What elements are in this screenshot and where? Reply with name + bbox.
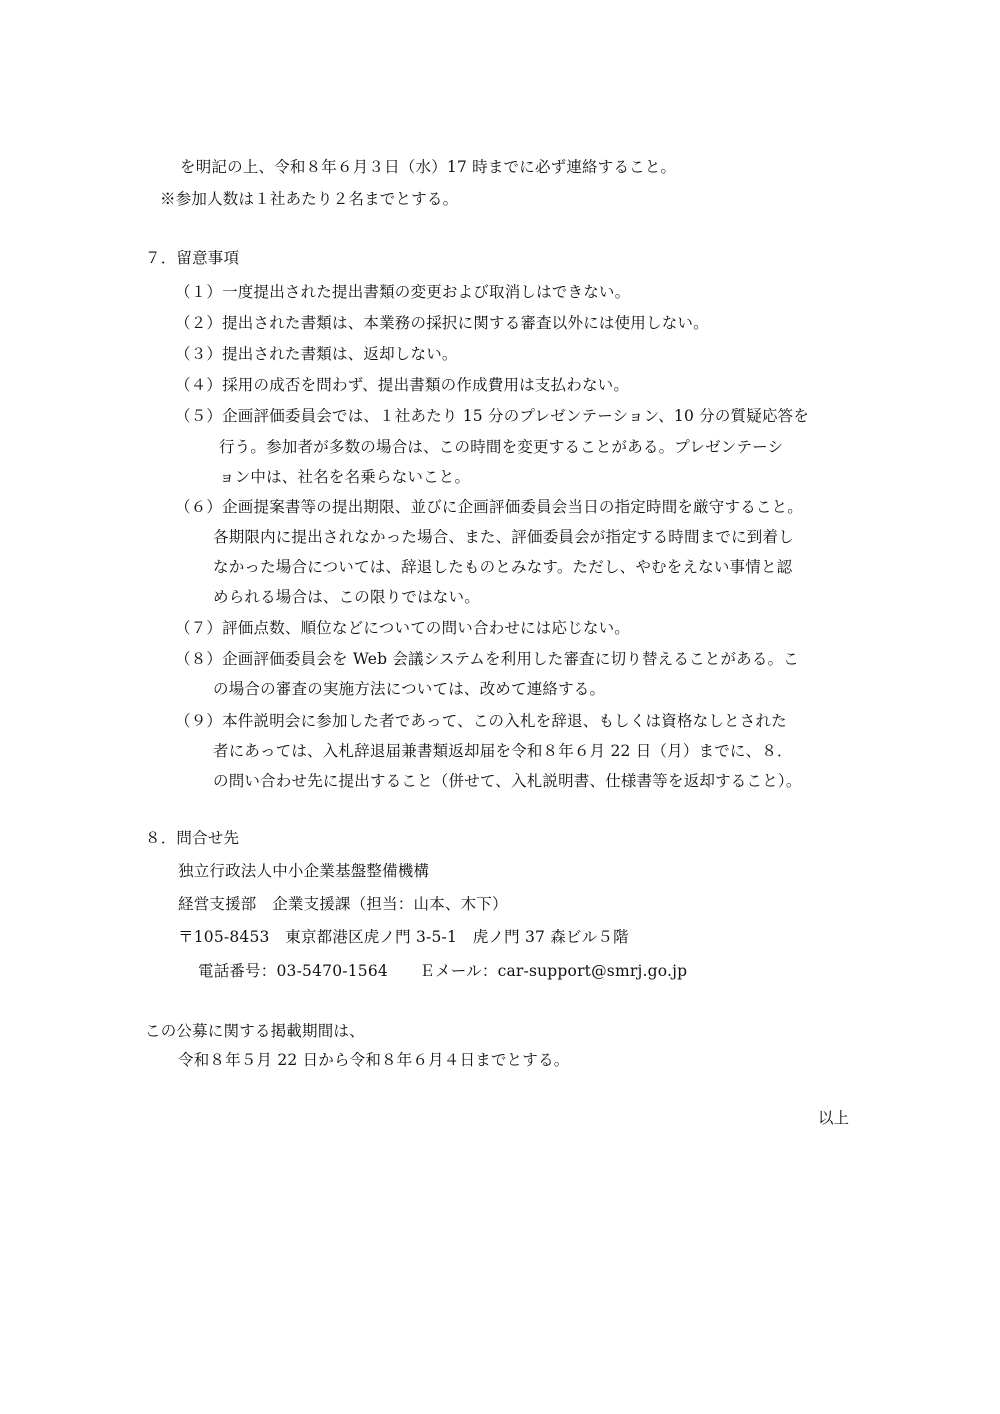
list-item-3 xyxy=(175,344,458,364)
item-text: 企画評価委員会では、１社あたり 15 分のプレゼンテーション、10 分の質疑応答を xyxy=(222,407,810,425)
contact-organization: 独立行政法人中小企業基盤整備機構 xyxy=(178,862,430,880)
item-text: 提出された書類は、本業務の採択に関する審査以外には使用しない。 xyxy=(222,314,709,332)
item-text: 評価点数、順位などについての問い合わせには応じない。 xyxy=(222,619,631,637)
item-text: 一度提出された提出書類の変更および取消しはできない。 xyxy=(222,283,631,301)
list-item-5-continuation: ョン中は、社名を名乗らないこと。 xyxy=(219,468,471,486)
list-item-6-continuation: なかった場合については、辞退したものとみなす。ただし、やむをえない事情と認 xyxy=(213,558,793,576)
item-number: （６） xyxy=(175,498,223,516)
item-number: （９） xyxy=(175,712,223,730)
intro-line-1: を明記の上、令和８年６月３日（水）17 時までに必ず連絡すること。 xyxy=(180,158,677,176)
list-item-4 xyxy=(175,375,629,395)
item-text: 提出された書類は、返却しない。 xyxy=(222,345,458,363)
list-item-9-continuation: の問い合わせ先に提出すること（併せて、入札説明書、仕様書等を返却すること）。 xyxy=(213,772,802,790)
list-item-6-continuation: められる場合は、この限りではない。 xyxy=(213,588,480,606)
item-number: （７） xyxy=(175,619,223,637)
item-number: （２） xyxy=(175,314,223,332)
item-text: 企画評価委員会を Web 会議システムを利用した審査に切り替えることがある。こ xyxy=(222,650,799,668)
contact-department: 経営支援部 企業支援課（担当：山本、木下） xyxy=(178,895,508,913)
posting-period-dates: 令和８年５月 22 日から令和８年６月４日までとする。 xyxy=(178,1051,570,1069)
list-item-7 xyxy=(175,618,630,638)
section-7-heading: ７．留意事項 xyxy=(145,249,240,267)
item-text: 企画提案書等の提出期限、並びに企画評価委員会当日の指定時間を厳守すること。 xyxy=(222,498,804,516)
list-item-6 xyxy=(175,497,803,517)
list-item-1 xyxy=(175,282,630,302)
contact-address: 〒105-8453 東京都港区虎ノ門 3-5-1 虎ノ門 37 森ビル５階 xyxy=(178,928,629,946)
contact-phone-email: 電話番号：03-5470-1564 Ｅメール：car-support@smrj.go.jp xyxy=(198,962,688,980)
item-text: 採用の成否を問わず、提出書類の作成費用は支払わない。 xyxy=(222,376,630,394)
list-item-8-continuation: の場合の審査の実施方法については、改めて連絡する。 xyxy=(213,680,606,698)
list-item-2 xyxy=(175,313,709,333)
item-number: （４） xyxy=(175,376,223,394)
list-item-9 xyxy=(175,711,787,731)
intro-line-2: ※参加人数は１社あたり２名までとする。 xyxy=(160,190,459,208)
list-item-9-continuation: 者にあっては、入札辞退届兼書類返却届を令和８年６月 22 日（月）までに、８． xyxy=(213,742,793,760)
list-item-8 xyxy=(175,649,799,669)
list-item-6-continuation: 各期限内に提出されなかった場合、また、評価委員会が指定する時間までに到着し xyxy=(213,528,794,546)
closing-mark: 以上 xyxy=(818,1109,850,1127)
item-text: 本件説明会に参加した者であって、この入札を辞退、もしくは資格なしとされた xyxy=(222,712,787,730)
item-number: （５） xyxy=(175,407,223,425)
item-number: （１） xyxy=(175,283,223,301)
item-number: （８） xyxy=(175,650,223,668)
section-8-heading: ８．問合せ先 xyxy=(145,829,240,847)
list-item-5 xyxy=(175,406,809,426)
item-number: （３） xyxy=(175,345,223,363)
posting-period-intro: この公募に関する掲載期間は、 xyxy=(145,1022,365,1040)
list-item-5-continuation: 行う。参加者が多数の場合は、この時間を変更することがある。プレゼンテーシ xyxy=(219,438,784,456)
